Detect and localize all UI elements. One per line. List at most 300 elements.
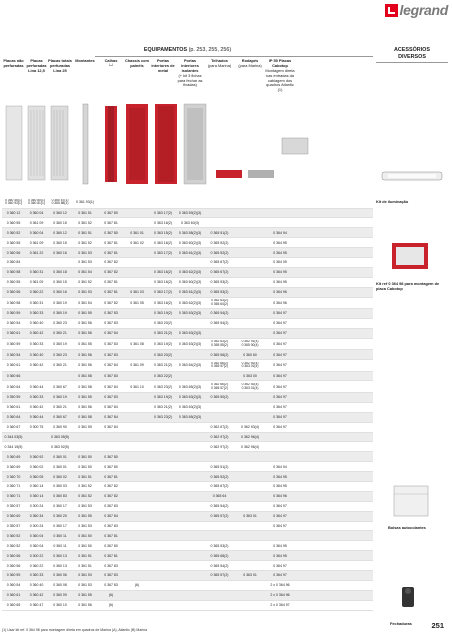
table-cell: 0 360 55 <box>6 220 21 225</box>
table-cell: 0 361 50 <box>78 464 92 469</box>
table-row <box>2 512 373 522</box>
table-cell: 0 364 95 <box>273 270 287 275</box>
table-cell: 0 362 66(2) 0 365 57(2) <box>211 383 228 390</box>
table-cell: 0 364 97 <box>273 331 287 336</box>
table-cell: 0 362 96(4) <box>241 434 259 439</box>
table-cell: 0 363 22(2) <box>154 374 172 379</box>
table-row <box>2 339 373 351</box>
column-header-7 <box>150 59 176 74</box>
table-row <box>2 319 373 329</box>
table-cell: 0 367 81 <box>104 290 118 295</box>
product-images <box>2 100 373 193</box>
upright-icon <box>83 104 88 184</box>
table-cell: 0 360 18 <box>53 270 67 275</box>
table-cell: 0 363 15(2) <box>154 230 172 235</box>
table-cell: 0 361 08 <box>130 341 144 346</box>
table-cell: 0 363 17(2) <box>154 250 172 255</box>
table-cell: 0 360 90 <box>53 425 67 430</box>
table-cell: 0 360 14 <box>29 494 44 499</box>
table-row <box>2 350 373 360</box>
table-cell: 0 363 17(2) <box>154 210 172 215</box>
section-title <box>2 47 373 53</box>
table-cell: 0 360 42 <box>29 593 44 598</box>
table-cell: 0 361 58 <box>78 374 92 379</box>
table-cell: 0 364 95 <box>273 543 287 548</box>
table-cell: 0 364 97 <box>273 321 287 326</box>
light-kit-label: Kit de iluminação <box>376 199 409 204</box>
table-cell: 0 363 20(2) <box>154 321 172 326</box>
title-divider <box>95 56 373 57</box>
table-cell: 0 367 83 <box>104 352 118 357</box>
table-cell: 0 362 67(2) <box>210 425 229 430</box>
column-title: Placas perfuradas Lina 12,5 <box>26 58 47 73</box>
table-cell: 0 360 54 <box>6 321 21 326</box>
table-cell: 0 361 55 <box>78 514 92 519</box>
footnote: (1) Usar kit ref. 0 364 98 para montagem direta em quadros de Marina (A), Atlantic (B) Marina <box>2 628 148 632</box>
plain-plate-icon <box>6 106 22 180</box>
table-cell: 0 363 21(2) <box>154 405 172 410</box>
table-cell: 0 360 23 <box>53 352 67 357</box>
table-cell: 0 367 81 <box>104 533 118 538</box>
table-cell: 0 360 67 <box>53 384 67 389</box>
table-cell: 2 x 0 364 97 <box>270 603 290 608</box>
table-cell: 0 360 19 <box>53 395 67 400</box>
table-cell: 0 362 96(4) <box>241 444 259 449</box>
table-cell: 0 365 57(2) <box>210 573 229 578</box>
table-cell: 0 363 60(3) <box>181 220 199 225</box>
table-cell: 0 300 22 <box>29 553 44 558</box>
table-cell: 0 364 95 <box>273 553 287 558</box>
table-cell: 0 367 80 <box>104 454 118 459</box>
table-cell: 0 361 53 <box>78 290 92 295</box>
table-cell: 0 360 04 <box>29 210 44 215</box>
table-cell: 0 361 01 <box>130 230 144 235</box>
table-row <box>2 329 373 339</box>
table-cell: 0 360 33 <box>29 341 44 346</box>
table-cell: 0 360 01 <box>53 454 67 459</box>
cabotop-plate-icon <box>282 138 308 154</box>
column-header-10 <box>235 59 265 69</box>
table-row <box>2 561 373 571</box>
table-cell: 0 360 12 <box>53 230 67 235</box>
table-cell: 0 360 44 <box>29 384 44 389</box>
table-cell: 0 364 97 <box>273 311 287 316</box>
column-subtitle: (para Marina) <box>238 62 262 68</box>
table-cell: 0 360 22 <box>29 563 44 568</box>
pouch-label: Bolsas autocolantes <box>388 525 426 530</box>
table-row <box>2 381 373 393</box>
table-cell: 0 360 33 <box>29 311 44 316</box>
table-cell: 0 360 45(1) 0 360 93(1) <box>5 198 22 206</box>
table-cell: 0 364 97 <box>273 384 287 389</box>
table-cell: 0 367 81 <box>104 240 118 245</box>
table-cell: 0 361 09 <box>29 220 44 225</box>
chassis-icon <box>126 104 148 184</box>
table-cell: 0 360 70 <box>6 474 21 479</box>
table-cell: 0 367 82 <box>104 494 118 499</box>
table-cell: 0 360 64 <box>6 384 21 389</box>
table-cell: 0 360 04 <box>29 533 44 538</box>
table-cell: 0 361 54 <box>78 270 92 275</box>
table-cell: 0 360 64 <box>6 415 21 420</box>
table-cell: 0 360 09 <box>53 593 67 598</box>
table-cell: 0 363 64(2)(3) <box>178 363 202 368</box>
table-cell: 0 367 81 <box>104 250 118 255</box>
table-cell: 0 300 75 <box>29 425 44 430</box>
table-cell: 0 364 05 <box>273 260 287 265</box>
table-cell: 0 360 69 <box>6 454 21 459</box>
table-cell: (6) <box>134 583 140 588</box>
table-cell: 0 360 34 <box>29 514 44 519</box>
table-cell: 0 364 97 <box>273 523 287 528</box>
table-cell: 0 362 93(4) <box>241 425 259 430</box>
table-cell: 0 360 52 <box>6 230 21 235</box>
table-cell: 0 367 80 <box>104 464 118 469</box>
table-cell: 0 360 58 <box>6 300 21 305</box>
table-cell: 0 360 10 <box>53 603 67 608</box>
lock-label: Fechaduras <box>390 621 412 626</box>
table-row <box>2 423 373 433</box>
table-cell: 0 365 53(2) <box>210 543 229 548</box>
table-cell: 0 364 97 <box>273 415 287 420</box>
table-cell: 0 361 52 <box>78 494 92 499</box>
table-cell: 0 360 59 <box>6 341 21 346</box>
table-cell: 0 360 06 <box>53 573 67 578</box>
title-ref: (p. 253, 255, 256) <box>188 47 232 53</box>
table-row <box>2 209 373 219</box>
table-cell: (6) <box>108 593 114 598</box>
table-cell: 0 360 16 <box>53 290 67 295</box>
table-cell: 0 361 22 <box>29 250 44 255</box>
table-cell: 0 363 63(2)(3) <box>178 405 202 410</box>
table-cell: 0 367 83 <box>104 504 118 509</box>
table-cell: 0 361 55 <box>78 593 92 598</box>
table-cell: 0 300 24 <box>29 523 44 528</box>
table-cell: 0 364 95 <box>273 250 287 255</box>
table-cell: 0 363 05(5) <box>51 434 69 439</box>
table-cell: 0 360 56 <box>6 250 21 255</box>
table-cell: 0 361 51 <box>78 230 92 235</box>
table-cell: 0 360 19 <box>53 311 67 316</box>
table-cell: 0 300 24 <box>29 504 44 509</box>
table-cell: 0 364 97 <box>273 425 287 430</box>
column-title: Montantes <box>75 58 95 63</box>
table-cell: 0 367 81 <box>104 220 118 225</box>
table-cell: 0 367 84 <box>104 514 118 519</box>
table-row <box>2 278 373 288</box>
table-cell: 0 360 17 <box>53 504 67 509</box>
table-cell: 0 361 02 <box>130 240 144 245</box>
table-cell: 0 360 20 <box>53 514 67 519</box>
metal-door-icon <box>155 104 177 184</box>
table-cell: 0 361 52 <box>78 280 92 285</box>
table-cell: 0 361 51 <box>78 474 92 479</box>
table-row <box>2 372 373 382</box>
table-row <box>2 601 373 611</box>
table-row <box>2 462 373 472</box>
table-cell: 0 367 84 <box>104 405 118 410</box>
table-cell: 0 363 63(2)(3) <box>178 341 202 346</box>
table-cell: 0 361 53 <box>78 583 92 588</box>
table-cell: 0 365 68(2) <box>210 553 229 558</box>
table-cell: 0 361 55 <box>78 395 92 400</box>
table-row <box>2 492 373 502</box>
table-row <box>2 522 373 532</box>
column-header-4 <box>72 59 98 64</box>
table-cell: 0 360 21 <box>53 331 67 336</box>
cabotop-kit-icon <box>386 237 438 277</box>
table-cell: 0 362 97(2) <box>210 434 229 439</box>
table-cell: 0 360 15 <box>53 220 67 225</box>
legrand-logo <box>385 3 448 17</box>
table-cell: 0 367 83 <box>104 395 118 400</box>
table-cell: 0 360 61 <box>6 363 21 368</box>
table-cell: 0 364 97 <box>273 514 287 519</box>
table-cell: 0 360 67 <box>6 425 21 430</box>
table-cell: 0 367 84 <box>104 331 118 336</box>
table-cell: 0 360 13 <box>53 563 67 568</box>
table-cell: 0 350 59 <box>6 395 21 400</box>
table-cell: 0 360 31 <box>29 300 44 305</box>
table-cell: 0 360 12 <box>6 210 21 215</box>
table-cell: 0 367 84 <box>104 415 118 420</box>
table-cell: 0 365 54(2) <box>210 563 229 568</box>
table-cell: 0 360 13 <box>53 553 67 558</box>
table-cell: 0 360 17 <box>53 523 67 528</box>
table-row <box>2 531 373 541</box>
column-title: Calhas <box>104 58 118 63</box>
table-cell: 0 360 08 <box>53 583 67 588</box>
table-cell: 0 363 01 <box>243 514 257 519</box>
table-row <box>2 238 373 248</box>
side-title-line-2: DIVERSOS <box>398 53 426 60</box>
table-row <box>2 502 373 512</box>
table-cell: 0 365 64 <box>212 494 227 499</box>
table-cell: 0 361 56 <box>78 331 92 336</box>
table-cell: 0 360 42 <box>29 405 44 410</box>
table-cell: 0 363 21(2) <box>154 331 172 336</box>
table-cell: 0 365 51(2) <box>210 230 229 235</box>
table-cell: 0 367 83 <box>104 341 118 346</box>
table-cell: 0 360 92 <box>29 454 44 459</box>
table-cell: 0 360 31 <box>29 270 44 275</box>
table-cell: 0 363 63(2)(3) <box>178 331 202 336</box>
plinth-icon <box>248 170 274 178</box>
column-subtitle: (para Marina) <box>207 62 232 68</box>
table-cell: 0 365 51(2) <box>210 464 229 469</box>
table-cell: 0 364 95 <box>273 240 287 245</box>
equipment-table <box>2 42 373 623</box>
table-cell: 0 367 83 <box>104 583 118 588</box>
table-row <box>2 482 373 492</box>
table-cell: 0 360 40 <box>29 352 44 357</box>
table-cell: 0 367 84 <box>104 425 118 430</box>
table-cell: 0 361 50 <box>78 533 92 538</box>
table-cell: 0 367 83 <box>104 563 118 568</box>
column-subtitle: (+ kit 3 fichas para fechar as fixadas) <box>177 72 203 88</box>
table-cell: 0 362 97(2) <box>210 444 229 449</box>
table-cell: 0 364 97 <box>273 563 287 568</box>
table-row <box>2 541 373 551</box>
table-cell: 0 363 20(2) <box>154 352 172 357</box>
table-cell: 0 364 95 <box>273 280 287 285</box>
table-cell: 0 360 44 <box>29 415 44 420</box>
table-cell: 0 360 01 <box>53 464 67 469</box>
table-cell: 0 360 23 <box>53 321 67 326</box>
table-cell: 0 367 81 <box>104 474 118 479</box>
table-cell: 0 363 65(2)(3) <box>178 415 202 420</box>
table-row <box>2 309 373 319</box>
table-row <box>2 393 373 403</box>
side-title-line-1: ACESSÓRIOS <box>394 47 430 53</box>
table-cell: 0 361 58 <box>78 384 92 389</box>
full-perforated-plate-icon <box>51 106 68 180</box>
table-cell: 0 360 54 <box>6 352 21 357</box>
table-cell: 0 361 52 <box>78 484 92 489</box>
table-cell: 0 364 97 <box>273 341 287 346</box>
table-cell: 0 363 16(2) <box>154 270 172 275</box>
table-cell: 0 361 50 <box>78 454 92 459</box>
column-title: Placas não perfuradas <box>3 58 24 68</box>
column-title: Telhados <box>211 58 228 63</box>
table-cell: 0 363 01 <box>243 573 257 578</box>
table-cell: 0 361 53 <box>78 573 92 578</box>
column-header-11 <box>265 59 295 93</box>
table-cell: 0 360 15 <box>53 240 67 245</box>
table-cell: 0 361 53 <box>78 504 92 509</box>
lock-icon <box>392 577 432 617</box>
table-cell: 0 364 94 <box>273 230 287 235</box>
table-cell: 0 360 59 <box>6 573 21 578</box>
table-cell: 0 360 56 <box>6 553 21 558</box>
table-cell: 0 367 82 <box>104 484 118 489</box>
table-cell: 0 360 02 <box>53 474 67 479</box>
table-cell: 0 360 69 <box>6 464 21 469</box>
table-row <box>2 413 373 423</box>
table-cell: 0 360 84 <box>6 260 21 265</box>
table-cell: 0 363 19(2) <box>154 311 172 316</box>
table-cell: 0 360 80(1) 0 360 81(1) <box>28 198 45 206</box>
table-cell: 0 365 52(2) <box>210 250 229 255</box>
table-row <box>2 442 373 452</box>
table-cell: 0 360 19 <box>53 300 67 305</box>
table-cell: 0 360 47 <box>29 603 44 608</box>
table-cell: 0 360 56 <box>6 563 21 568</box>
table-cell: 0 363 65(2)(3) <box>178 384 202 389</box>
table-cell: 0 365 56(2) <box>210 352 229 357</box>
table-cell: 0 364 96 <box>273 290 287 295</box>
table-cell: 0 361 55 <box>78 341 92 346</box>
column-header-1 <box>2 59 25 69</box>
table-cell: 0 361 51 <box>78 210 92 215</box>
table-cell: 0 360 65 <box>6 603 21 608</box>
table-cell: 0 360 54 <box>6 583 21 588</box>
table-cell: 0 367 82 <box>104 270 118 275</box>
table-cell: 0 360 60 <box>6 514 21 519</box>
table-cell: 0 363 59(2)(3) <box>178 210 202 215</box>
column-title: IP 55 Placas Cabotop <box>268 58 292 68</box>
table-row <box>2 197 373 209</box>
table-row <box>2 571 373 581</box>
table-cell: 0 363 60(2)(3) <box>178 280 202 285</box>
table-cell: 0 360 58 <box>6 270 21 275</box>
table-row <box>2 403 373 413</box>
table-cell: 0 364 97 <box>273 405 287 410</box>
perforated-plate-icon <box>28 106 45 180</box>
table-cell: 0 363 60(2)(3) <box>178 240 202 245</box>
title-main: EQUIPAMENTOS <box>143 47 188 53</box>
table-cell: 0 361 51 <box>78 553 92 558</box>
column-title: Rodapés <box>241 58 259 63</box>
table-cell: 0 360 42 <box>29 363 44 368</box>
table-cell: (6) <box>108 603 114 608</box>
table-cell: 0 361 52 <box>78 240 92 245</box>
table-cell: 0 360 19 <box>53 341 67 346</box>
table-cell: 0 365 50(2) <box>210 395 229 400</box>
table-cell: 0 367 82 <box>104 300 118 305</box>
table-cell: 0 360 61 <box>6 593 21 598</box>
table-cell: 0 360 61 <box>6 331 21 336</box>
table-cell: 0 367 83 <box>104 573 118 578</box>
table-cell: 0 363 19(2) <box>154 341 172 346</box>
table-cell: 0 363 16(2) <box>154 220 172 225</box>
table-cell: 0 361 53 <box>78 260 92 265</box>
brand-name: legrand <box>399 2 448 18</box>
table-cell: 0 360 12 <box>53 210 67 215</box>
table-cell: 0 344 15(5) <box>4 444 23 449</box>
table-cell: 0 361 56 <box>78 321 92 326</box>
table-row <box>2 288 373 298</box>
column-title: Placas totais perfuradas Lina 25 <box>48 58 72 73</box>
table-cell: 0 364 97 <box>273 374 287 379</box>
table-cell: 0 365 57(2) <box>210 514 229 519</box>
column-header-8 <box>176 59 204 88</box>
column-header-3 <box>48 59 72 74</box>
accessories-title <box>374 47 450 60</box>
side-divider <box>376 62 448 63</box>
table-cell: 0 360 11 <box>53 533 67 538</box>
table-cell: 0 361 03 <box>130 290 144 295</box>
table-cell: 0 361 09 <box>29 240 44 245</box>
table-cell: 0 365 67(2) <box>210 260 229 265</box>
table-cell: 0 362 63(2) 0 365 55(2) <box>211 340 228 347</box>
table-cell: 0 350 57 <box>6 523 21 528</box>
table-cell: 0 361 55 <box>78 311 92 316</box>
column-header-2 <box>25 59 48 74</box>
table-cell: 0 362 92(4) 0 363 01(4) <box>241 383 259 390</box>
table-cell: 0 360 42 <box>29 331 44 336</box>
table-cell: 2 x 0 364 96 <box>270 593 290 598</box>
table-row <box>2 591 373 601</box>
table-cell: 0 360 55 <box>6 280 21 285</box>
table-cell: 0 361 58 <box>78 415 92 420</box>
table-cell: 0 361 53 <box>78 523 92 528</box>
table-cell: 0 364 94 <box>273 464 287 469</box>
table-cell: 0 365 67(2) <box>210 270 229 275</box>
table-cell: 0 360 52 <box>6 543 21 548</box>
table-cell: 0 367 80 <box>104 230 118 235</box>
table-cell: 0 360 16 <box>53 250 67 255</box>
table-cell: 0 360 15 <box>53 280 67 285</box>
insulating-door-icon <box>184 104 206 184</box>
table-row <box>2 472 373 482</box>
table-cell: 0 365 54(2) <box>210 504 229 509</box>
cabotop-kit-label: Kit ref 0 364 98 para montagem de placa Cabotop <box>376 281 440 291</box>
table-cell: 0 360 22 <box>29 290 44 295</box>
roof-icon <box>216 170 242 178</box>
table-cell: 0 360 04 <box>29 543 44 548</box>
table-cell: 0 363 58(2)(3) <box>178 230 202 235</box>
